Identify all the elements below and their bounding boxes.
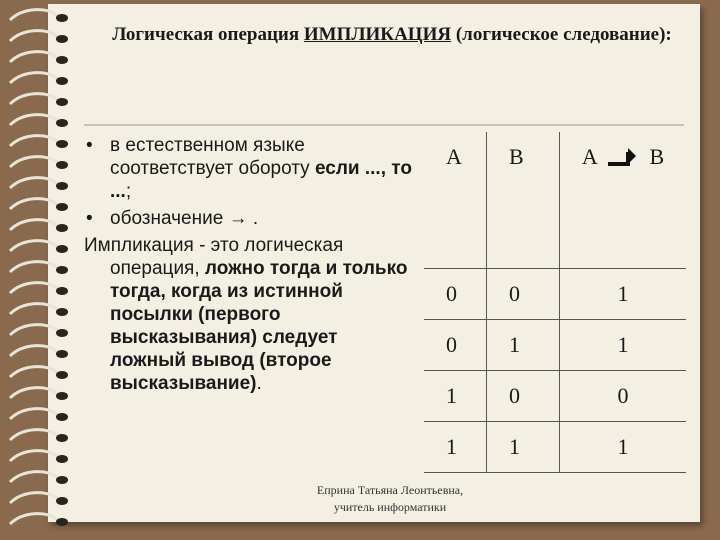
bullet-text: в естественном языке соответствует обороту bbox=[110, 135, 315, 179]
footer-line: Еприна Татьяна Леонтьевна, bbox=[316, 483, 464, 497]
title-keyword: ИМПЛИКАЦИЯ bbox=[303, 24, 452, 45]
bullet-icon: • bbox=[86, 135, 93, 156]
title-prefix: Логическая операция bbox=[112, 24, 304, 45]
bullet-icon: • bbox=[86, 208, 93, 229]
bullet-bold-text: если ..., то ... bbox=[110, 158, 412, 202]
title-divider bbox=[84, 124, 684, 126]
table-cell: 1 bbox=[424, 422, 487, 473]
slide-title bbox=[96, 20, 688, 49]
table-cell: 1 bbox=[560, 422, 687, 473]
table-cell: 1 bbox=[487, 320, 560, 371]
table-cell: 0 bbox=[424, 269, 487, 320]
table-row bbox=[424, 422, 686, 473]
table-cell: 1 bbox=[487, 422, 560, 473]
truth-table bbox=[424, 132, 686, 473]
header-implication-b: B bbox=[649, 144, 665, 169]
header-implication-a: A bbox=[581, 144, 597, 169]
header-b: B bbox=[487, 132, 560, 269]
bullet-tail: ; bbox=[125, 181, 132, 202]
bullet-text: обозначение → . bbox=[110, 208, 259, 229]
header-a: A bbox=[424, 132, 487, 269]
table-cell: 1 bbox=[424, 371, 487, 422]
bullet-item bbox=[84, 207, 414, 230]
author-footer bbox=[260, 482, 520, 516]
footer-line: учитель информатики bbox=[333, 500, 447, 514]
implication-arrow-icon bbox=[606, 148, 640, 170]
definition-bold: ложно тогда и только тогда, когда из истинной посылки (первого высказывания) следует ложный вывод (второе высказывание) bbox=[110, 258, 408, 394]
definition-paragraph bbox=[84, 234, 414, 395]
table-header-row bbox=[424, 132, 686, 269]
table-cell: 0 bbox=[487, 269, 560, 320]
table-cell: 1 bbox=[560, 320, 687, 371]
header-implication bbox=[560, 132, 687, 269]
title-suffix: (логическое следование): bbox=[451, 24, 672, 45]
table-row bbox=[424, 269, 686, 320]
table-cell: 1 bbox=[560, 269, 687, 320]
table-row bbox=[424, 371, 686, 422]
text-content bbox=[84, 134, 414, 395]
table-cell: 0 bbox=[560, 371, 687, 422]
table-row bbox=[424, 320, 686, 371]
definition-normal: Импликация - это логическая операция, bbox=[84, 235, 344, 279]
bullet-item bbox=[84, 134, 414, 203]
spiral-binding-icon bbox=[0, 0, 80, 540]
table-cell: 0 bbox=[424, 320, 487, 371]
definition-end: . bbox=[256, 373, 262, 394]
table-cell: 0 bbox=[487, 371, 560, 422]
